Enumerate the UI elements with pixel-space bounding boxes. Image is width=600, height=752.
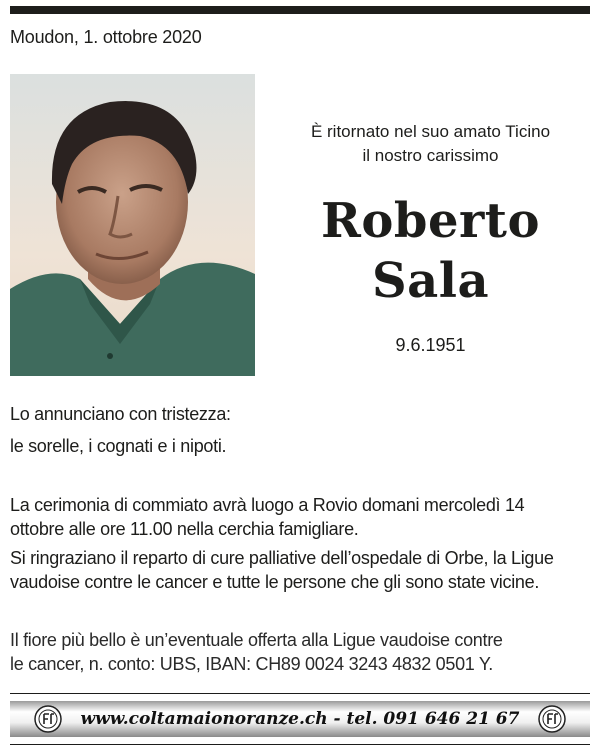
thanks-text: [10, 546, 595, 594]
footer-contact-bar: [10, 701, 590, 737]
intro-line-2: il nostro carissimo: [362, 146, 499, 165]
thanks-line-2: vaudoise contre le cancer e tutte le persone che gli sono state vicine.: [10, 572, 540, 592]
donation-text: [10, 628, 595, 676]
funeral-home-emblem-icon: [34, 705, 62, 733]
thanks-line-1: Si ringraziano il reparto di cure palliative dell’ospedale di Orbe, la Ligue: [10, 548, 554, 568]
footer-contact: www.coltamaionoranze.ch - tel. 091 646 21 67: [80, 709, 520, 729]
ceremony-text: [10, 493, 595, 541]
deceased-last-name: Sala: [371, 253, 490, 309]
portrait-photo: [10, 74, 255, 376]
top-rule: [10, 6, 590, 14]
donation-line-1: Il fiore più bello è un’eventuale offerta alla Ligue vaudoise contre: [10, 630, 503, 650]
birth-date: 9.6.1951: [395, 335, 466, 355]
family-text: le sorelle, i cognati e i nipoti.: [10, 436, 227, 456]
deceased-first-name: Roberto: [321, 193, 540, 249]
intro-line-1: È ritornato nel suo amato Ticino: [310, 122, 551, 141]
bottom-rule: [10, 744, 590, 745]
announce-text: Lo annunciano con tristezza:: [10, 404, 231, 424]
intro-text: [268, 120, 593, 168]
footer-rule: [10, 693, 590, 694]
funeral-home-emblem-icon: [538, 705, 566, 733]
ceremony-line-1: La cerimonia di commiato avrà luogo a Rovio domani mercoledì 14: [10, 495, 525, 515]
donation-line-2: le cancer, n. conto: UBS, IBAN: CH89 0024 3243 4832 0501 Y.: [10, 654, 493, 674]
ceremony-line-2: ottobre alle ore 11.00 nella cerchia famigliare.: [10, 519, 359, 539]
place-date: Moudon, 1. ottobre 2020: [10, 27, 202, 47]
